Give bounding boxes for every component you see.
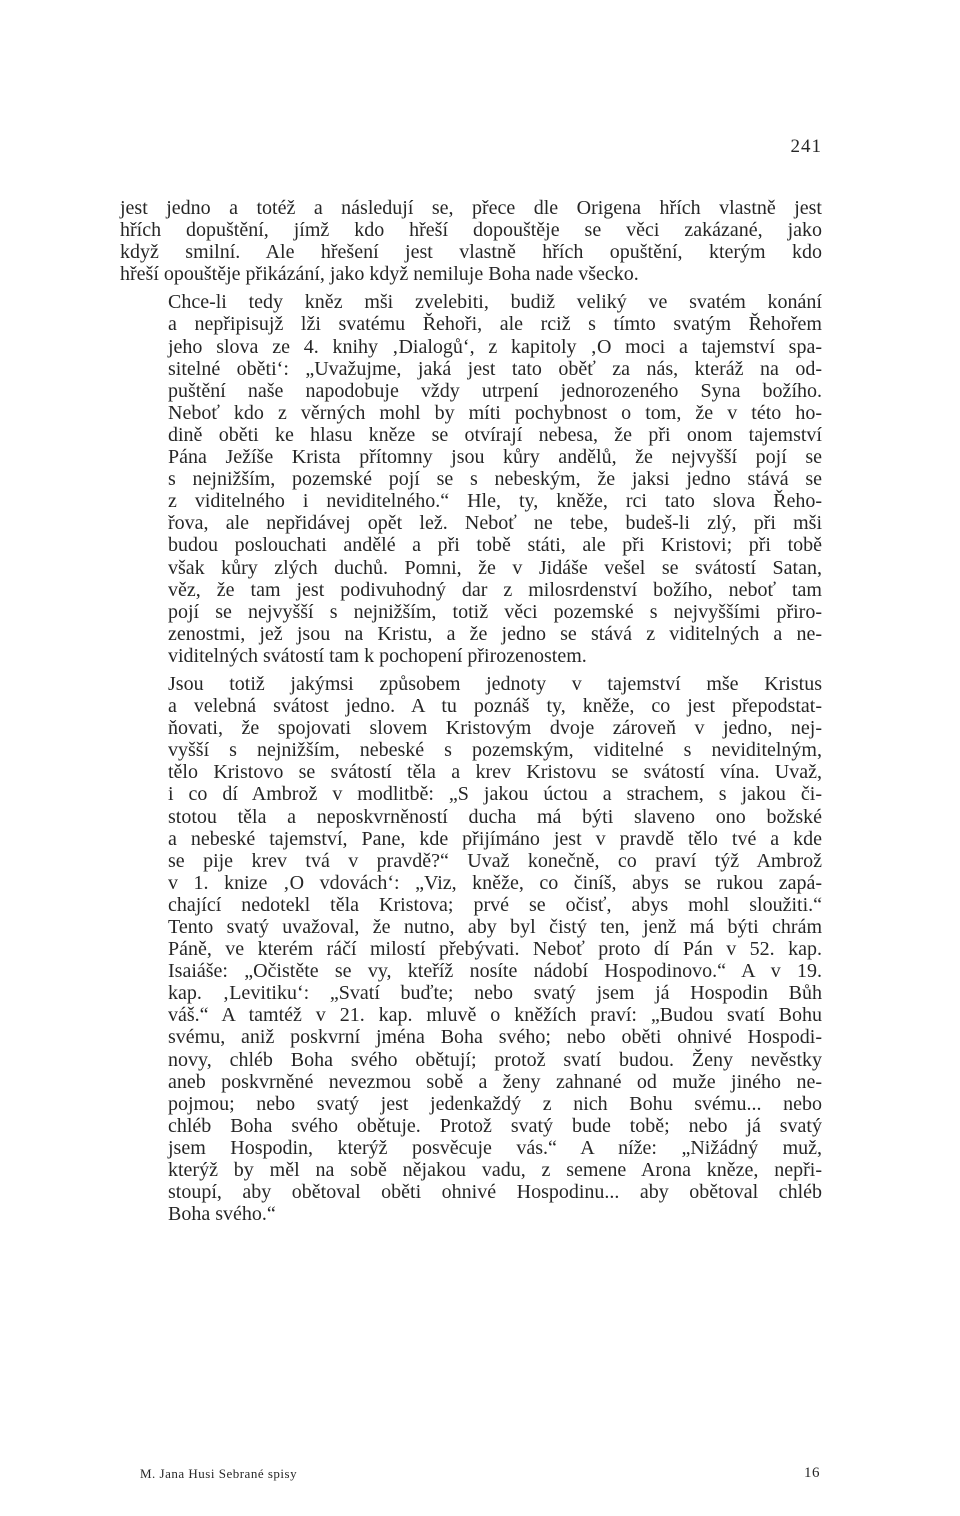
text-line: jest jedno a totéž a následují se, přece dle Origena hřích vlastně jest (120, 197, 822, 219)
page-number: 241 (790, 136, 822, 157)
text-line: věz, že tam jest podivuhodný dar z milosrdenství božího, neboť tam (168, 578, 822, 601)
text-line: s nejnižším, pozemské pojí se s nebeským, že jaksi jedno stává se (168, 468, 822, 491)
text-line: Boha svého.“ (168, 1203, 276, 1226)
text-line: vyšší s nejnižším, nebeské s pozemským, viditelné s neviditelným, (168, 739, 822, 762)
text-line: hřeší opouštěje přikázání, jako když nemiluje Boha nade všecko. (120, 263, 639, 286)
text-line: z viditelného i neviditelného.“ Hle, ty, kněže, rci tato slova Řeho- (168, 490, 822, 513)
text-line: však kůry zlých duchů. Pomni, že v Jidáše vešel se svátostí Satan, (168, 556, 822, 579)
text-line: a nepřipisujž lži svatému Řehoři, ale rciž s tímto svatým Řehořem (168, 313, 822, 336)
footer-sheet-number: 16 (804, 1465, 820, 1481)
text-line: jsem Hospodin, kterýž posvěcuje vás.“ A níže: „Nižádný muž, (168, 1136, 822, 1159)
text-line: a velebná svátost jedno. A tu poznáš ty, kněže, co jest přepodstat- (168, 695, 822, 718)
text-line: chající nedotekl těla Kristova; prvé se očisť, abys mohl sloužiti.“ (168, 893, 822, 916)
text-line: Chce-li tedy kněz mši zvelebiti, budiž veliký ve svatém konání (168, 291, 822, 314)
paragraph (120, 291, 822, 667)
text-line: hřích dopuštění, jímž kdo hřeší dopouštěje se věci zakázané, jako (120, 219, 822, 242)
text-line: svému, aniž poskvrní jména Boha svého; nebo oběti ohnivé Hospodi- (168, 1026, 822, 1049)
text-line: stoupí, aby obětoval oběti ohnivé Hospodinu... aby obětoval chléb (168, 1181, 822, 1204)
text-line: váš.“ A tamtéž v 21. kap. mluvě o kněžích praví: „Budou svatí Bohu (168, 1004, 822, 1027)
text-line: i co dí Ambrož v modlitbě: „S jakou úctou a strachem, s jakou či- (168, 783, 822, 806)
footer-signature: M. Jana Husi Sebrané spisy (140, 1466, 298, 1481)
text-line: dině oběti ke hlasu kněze se otvírají nebesa, že při onom tajemství (168, 423, 822, 446)
text-line: řova, ale nepřidávej opět lež. Neboť ne tebe, budeš-li zlý, při mši (168, 512, 822, 535)
text-line: viditelných svátostí tam k pochopení přirozenostem. (168, 644, 587, 667)
text-line: tělo Kristovo se svátostí těla a krev Kristovu se svátostí vína. Uvaž, (168, 761, 822, 784)
text-line: když smilní. Ale hřešení jest vlastně hřích opuštění, kterým kdo (120, 241, 822, 264)
text-line: novy, chléb Boha svého obětují; protož svatí budou. Ženy nevěstky (168, 1048, 822, 1071)
text-line: aneb poskvrněné nevezmou sobě a ženy zahnané od muže jiného ne- (168, 1070, 822, 1093)
text-line: Pána Ježíše Krista přítomny jsou kůry andělů, že nejvyšší pojí se (168, 446, 822, 469)
text-line: a nebeské tajemství, Pane, kde přijímáno jest v pravdě tělo tvé a kde (168, 827, 822, 850)
text-line: Páně, ve kterém ráčí milostí přebývati. Neboť proto dí Pán v 52. kap. (168, 938, 822, 961)
text-line: Isaiáše: „Očistěte se vy, kteříž nosíte nádobí Hospodinovo.“ A v 19. (168, 960, 822, 983)
text-line: chléb Boha svého obětuje. Protož svatý bude tobě; nebo já svatý (168, 1114, 822, 1137)
text-line: budou poslouchati andělé a při tobě státi, ale při Kristovi; při tobě (168, 534, 822, 557)
text-line: sitelné oběti‘: „Uvažujme, jaká jest tato oběť za nás, kteráž na od- (168, 357, 822, 380)
text-line: ňovati, že spojovati slovem Kristovým dvoje zároveň v jedno, nej- (168, 717, 822, 740)
paragraph (120, 197, 822, 285)
text-line: Neboť kdo z věrných mohl by míti pochybnost o tom, že v této ho- (168, 401, 822, 424)
body-text (120, 197, 822, 1225)
text-line: pojí se nejvyšší s nejnižším, totiž věci pozemské s nejvyššími přiro- (168, 600, 822, 623)
text-line: pojmou; nebo svatý jest jedenkaždý z nich Bohu svému... nebo (168, 1092, 822, 1115)
text-line: kap. ‚Levitiku‘: „Svatí buďte; nebo svatý jsem já Hospodin Bůh (168, 982, 822, 1005)
text-line: puštění naše napodobuje vždy utrpení jednorozeného Syna božího. (168, 379, 822, 402)
text-line: jeho slova ze 4. knihy ‚Dialogů‘, z kapitoly ‚O moci a tajemství spa- (168, 335, 822, 358)
paragraph (120, 673, 822, 1225)
text-line: stotou těla a neposkvrněností ducha má býti slaveno ono božské (168, 805, 822, 828)
text-line: se pije krev tvá v pravdě?“ Uvaž konečně, co praví týž Ambrož (168, 849, 822, 872)
text-line: zenostmi, jež jsou na Kristu, a že jedno se stává z viditelných a ne- (168, 622, 822, 645)
text-line: v 1. knize ‚O vdovách‘: „Viz, kněže, co činíš, abys se rukou zapá- (168, 871, 822, 894)
text-line: Jsou totiž jakýmsi způsobem jednoty v tajemství mše Kristus (168, 672, 822, 695)
text-line: Tento svatý uvažoval, že nutno, aby byl čistý ten, jenž má býti chrám (168, 916, 822, 938)
text-line: kterýž by měl na sobě nějakou vadu, z semene Arona kněze, nepři- (168, 1159, 822, 1182)
